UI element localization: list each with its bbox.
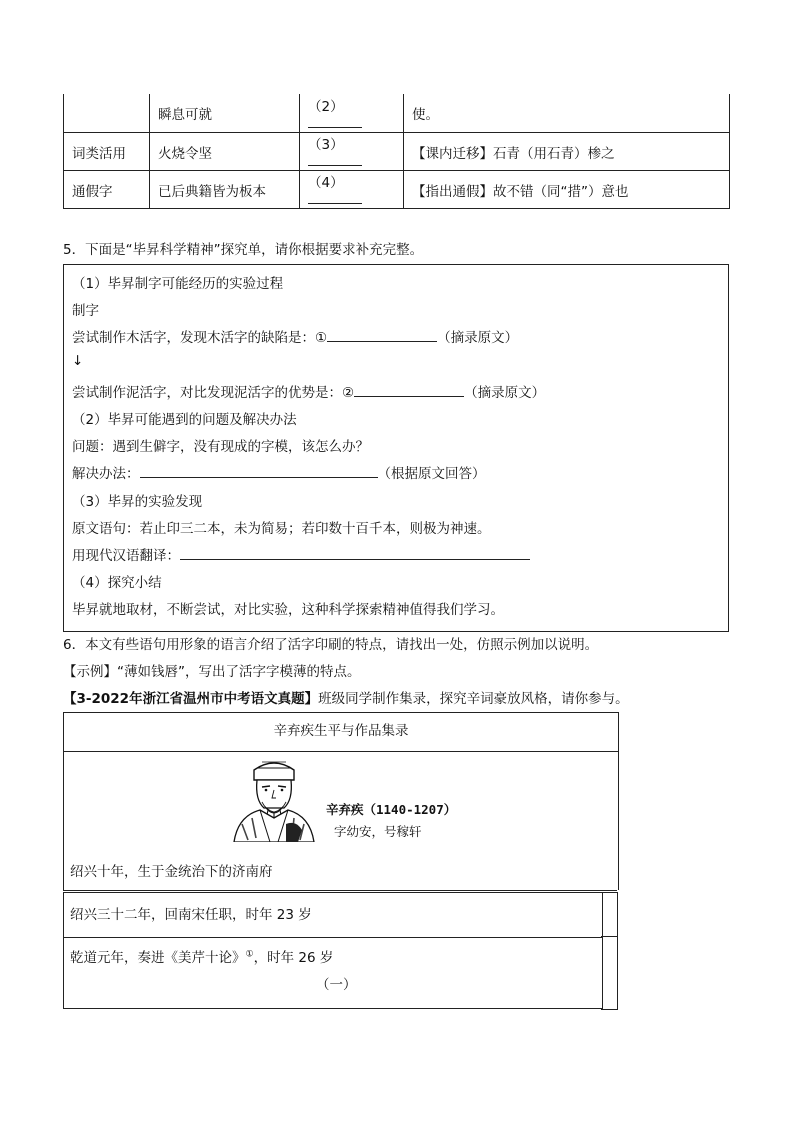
prompt-text: 尝试制作泥活字，对比发现泥活字的优势是：② bbox=[72, 385, 355, 401]
answer-blank[interactable] bbox=[308, 115, 362, 128]
task-text: 班级同学制作集录，探究辛词豪放风格，请你参与。 bbox=[318, 691, 629, 707]
section-mark: （一） bbox=[316, 977, 357, 993]
table-cell: 通假字 bbox=[64, 171, 150, 209]
answer-blank[interactable] bbox=[327, 329, 437, 342]
answer-blank[interactable] bbox=[308, 153, 362, 166]
answer-blank[interactable] bbox=[180, 547, 530, 560]
event-text: 乾道元年，奏进《美芹十论》 bbox=[70, 950, 246, 966]
question-5-title: 5．下面是“毕昇科学精神”探究单，请你根据要求补充完整。 bbox=[63, 242, 424, 258]
answer-blank[interactable] bbox=[354, 384, 464, 397]
poet-name: 辛弃疾（1140-1207） bbox=[326, 802, 457, 817]
xin-qiji-portrait-image bbox=[224, 754, 324, 842]
section-4-heading: （4）探究小结 bbox=[72, 575, 162, 591]
table-cell: 已后典籍皆为板本 bbox=[150, 171, 300, 209]
answer-blank[interactable] bbox=[308, 191, 362, 204]
example-label: 【示例】 bbox=[63, 664, 117, 680]
life-event-cell bbox=[63, 936, 603, 1009]
translation-line bbox=[72, 544, 530, 564]
wood-type-line bbox=[72, 326, 518, 346]
blank-number: （3） bbox=[308, 137, 344, 153]
prompt-text: 用现代汉语翻译： bbox=[72, 548, 180, 564]
table-cell: 【指出通假】故不错（同“措”）意也 bbox=[404, 171, 730, 209]
question-6-text: 6．本文有些语句用形象的语言介绍了活字印刷的特点，请找出一处，仿照示例加以说明。 bbox=[63, 637, 599, 653]
table-cell: 【课内迁移】石青（用石青）椮之 bbox=[404, 133, 730, 171]
table-cell: 词类活用 bbox=[64, 133, 150, 171]
divider bbox=[601, 936, 617, 937]
life-event-cell bbox=[63, 892, 603, 938]
table-cell: 火烧令坚 bbox=[150, 133, 300, 171]
prompt-text: 解决办法： bbox=[72, 466, 140, 482]
table-cell bbox=[300, 171, 404, 209]
divider bbox=[63, 890, 617, 891]
exam-source-line bbox=[63, 687, 629, 707]
table-cell bbox=[300, 133, 404, 171]
section-1-heading: （1）毕昇制字可能经历的实验过程 bbox=[72, 276, 284, 292]
answer-blank[interactable] bbox=[140, 465, 378, 478]
inquiry-box bbox=[63, 264, 729, 632]
rhetoric-table bbox=[63, 94, 730, 209]
portrait-panel bbox=[63, 750, 619, 890]
life-event-row: 绍兴三十二年，回南宋任职，时年 23 岁 bbox=[70, 907, 312, 923]
table-row bbox=[64, 94, 730, 133]
poet-alias: 字幼安，号稼轩 bbox=[334, 824, 422, 839]
clay-type-line bbox=[72, 381, 545, 401]
table-cell bbox=[300, 94, 404, 133]
arrow-down-icon: ↓ bbox=[72, 353, 84, 369]
table-row bbox=[64, 171, 730, 209]
table-cell bbox=[64, 94, 150, 133]
hint-text: （摘录原文） bbox=[464, 385, 546, 401]
example-text: “薄如钱唇”，写出了活字字模薄的特点。 bbox=[117, 664, 361, 680]
summary-text: 毕昇就地取材，不断尝试，对比实验，这种科学探索精神值得我们学习。 bbox=[72, 602, 504, 618]
table-cell: 瞬息可就 bbox=[150, 94, 300, 133]
hint-text: （摘录原文） bbox=[437, 330, 519, 346]
table-row bbox=[64, 133, 730, 171]
exam-source: 【3-2022年浙江省温州市中考语文真题】 bbox=[63, 691, 319, 707]
life-event-row bbox=[70, 946, 333, 966]
section-3-heading: （3）毕昇的实验发现 bbox=[72, 494, 203, 510]
section-2-heading: （2）毕昇可能遇到的问题及解决办法 bbox=[72, 412, 297, 428]
hint-text: （根据原文回答） bbox=[377, 466, 486, 482]
event-text: ，时年 26 岁 bbox=[253, 950, 334, 966]
footnote-mark: ① bbox=[245, 949, 254, 960]
example-line bbox=[63, 660, 361, 680]
solution-line bbox=[72, 462, 486, 482]
problem-text: 问题：遇到生僻字，没有现成的字模，该怎么办？ bbox=[72, 439, 369, 455]
step-label: 制字 bbox=[72, 303, 99, 319]
prompt-text: 尝试制作木活字，发现木活字的缺陷是：① bbox=[72, 330, 328, 346]
blank-number: （4） bbox=[308, 175, 344, 191]
blank-number: （2） bbox=[308, 98, 344, 115]
collection-title: 辛弃疾生平与作品集录 bbox=[63, 712, 619, 752]
table-cell: 使。 bbox=[404, 94, 730, 133]
original-sentence: 原文语句：若止印三二本，未为简易；若印数十百千本，则极为神速。 bbox=[72, 521, 491, 537]
life-event-row: 绍兴十年，生于金统治下的济南府 bbox=[70, 864, 273, 880]
side-column bbox=[601, 892, 618, 1010]
